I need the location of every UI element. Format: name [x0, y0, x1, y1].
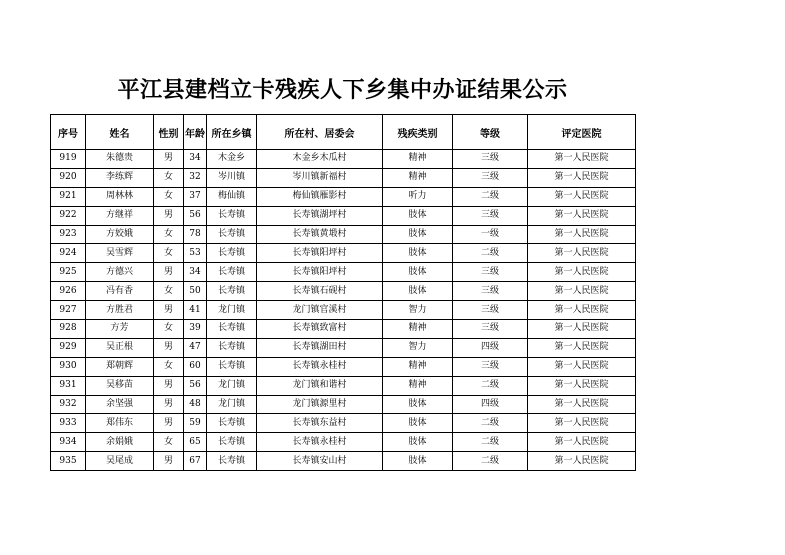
cell-gender: 女: [154, 282, 184, 301]
cell-name: 方胜君: [86, 301, 154, 320]
cell-index: 924: [51, 244, 86, 263]
cell-disability-type: 精神: [383, 357, 453, 376]
cell-age: 78: [184, 225, 207, 244]
cell-age: 65: [184, 433, 207, 452]
cell-township: 长寿镇: [207, 206, 257, 225]
cell-disability-type: 智力: [383, 338, 453, 357]
cell-disability-type: 精神: [383, 150, 453, 169]
cell-name: 余坚强: [86, 395, 154, 414]
table-row: [51, 301, 636, 320]
cell-grade: 三级: [453, 320, 528, 339]
cell-gender: 男: [154, 263, 184, 282]
cell-age: 39: [184, 320, 207, 339]
cell-village: 长寿镇安山村: [257, 452, 383, 471]
table-row: [51, 282, 636, 301]
cell-gender: 女: [154, 433, 184, 452]
cell-village: 木金乡木瓜村: [257, 150, 383, 169]
cell-name: 余娟娥: [86, 433, 154, 452]
cell-village: 梅仙镇雁影村: [257, 187, 383, 206]
cell-village: 长寿镇湖田村: [257, 338, 383, 357]
cell-township: 长寿镇: [207, 452, 257, 471]
table-row: [51, 244, 636, 263]
cell-age: 56: [184, 206, 207, 225]
cell-disability-type: 肢体: [383, 282, 453, 301]
cell-hospital: 第一人民医院: [528, 414, 636, 433]
cell-index: 930: [51, 357, 86, 376]
cell-grade: 二级: [453, 414, 528, 433]
cell-township: 长寿镇: [207, 225, 257, 244]
cell-village: 龙门镇和谐村: [257, 376, 383, 395]
cell-disability-type: 肢体: [383, 206, 453, 225]
cell-township: 龙门镇: [207, 395, 257, 414]
cell-gender: 女: [154, 187, 184, 206]
cell-index: 925: [51, 263, 86, 282]
cell-gender: 女: [154, 168, 184, 187]
cell-hospital: 第一人民医院: [528, 320, 636, 339]
cell-name: 方芳: [86, 320, 154, 339]
cell-township: 长寿镇: [207, 320, 257, 339]
cell-gender: 女: [154, 357, 184, 376]
cell-name: 方德兴: [86, 263, 154, 282]
cell-disability-type: 精神: [383, 320, 453, 339]
cell-hospital: 第一人民医院: [528, 433, 636, 452]
cell-township: 梅仙镇: [207, 187, 257, 206]
cell-name: 吴正根: [86, 338, 154, 357]
col-header-disability-type: 残疾类别: [383, 115, 453, 150]
cell-age: 67: [184, 452, 207, 471]
cell-age: 50: [184, 282, 207, 301]
cell-hospital: 第一人民医院: [528, 452, 636, 471]
cell-disability-type: 智力: [383, 301, 453, 320]
cell-disability-type: 精神: [383, 168, 453, 187]
cell-index: 929: [51, 338, 86, 357]
cell-index: 923: [51, 225, 86, 244]
cell-grade: 四级: [453, 395, 528, 414]
cell-index: 927: [51, 301, 86, 320]
cell-disability-type: 肢体: [383, 225, 453, 244]
cell-village: 长寿镇永桂村: [257, 357, 383, 376]
cell-disability-type: 听力: [383, 187, 453, 206]
cell-index: 920: [51, 168, 86, 187]
cell-age: 47: [184, 338, 207, 357]
cell-grade: 三级: [453, 282, 528, 301]
cell-index: 935: [51, 452, 86, 471]
cell-grade: 三级: [453, 301, 528, 320]
cell-hospital: 第一人民医院: [528, 357, 636, 376]
cell-grade: 三级: [453, 263, 528, 282]
cell-grade: 一级: [453, 225, 528, 244]
cell-name: 冯有香: [86, 282, 154, 301]
cell-grade: 三级: [453, 206, 528, 225]
cell-hospital: 第一人民医院: [528, 225, 636, 244]
cell-grade: 四级: [453, 338, 528, 357]
cell-village: 龙门镇官溪村: [257, 301, 383, 320]
cell-name: 周林林: [86, 187, 154, 206]
table-header: [51, 115, 636, 150]
cell-grade: 二级: [453, 376, 528, 395]
table-row: [51, 206, 636, 225]
cell-township: 岑川镇: [207, 168, 257, 187]
cell-village: 长寿镇黄塅村: [257, 225, 383, 244]
cell-name: 方姣娥: [86, 225, 154, 244]
cell-township: 长寿镇: [207, 414, 257, 433]
cell-village: 长寿镇永桂村: [257, 433, 383, 452]
cell-index: 932: [51, 395, 86, 414]
cell-township: 长寿镇: [207, 282, 257, 301]
table-row: [51, 168, 636, 187]
col-header-age: 年龄: [184, 115, 207, 150]
cell-name: 吴雪辉: [86, 244, 154, 263]
table-row: [51, 433, 636, 452]
cell-gender: 女: [154, 225, 184, 244]
table-row: [51, 395, 636, 414]
cell-hospital: 第一人民医院: [528, 338, 636, 357]
table-row: [51, 452, 636, 471]
cell-hospital: 第一人民医院: [528, 150, 636, 169]
page-title: 平江县建档立卡残疾人下乡集中办证结果公示: [117, 78, 568, 103]
table-row: [51, 376, 636, 395]
cell-gender: 男: [154, 414, 184, 433]
cell-hospital: 第一人民医院: [528, 187, 636, 206]
table-row: [51, 338, 636, 357]
cell-hospital: 第一人民医院: [528, 263, 636, 282]
cell-disability-type: 肢体: [383, 263, 453, 282]
cell-grade: 二级: [453, 187, 528, 206]
cell-township: 龙门镇: [207, 301, 257, 320]
cell-gender: 女: [154, 244, 184, 263]
cell-village: 岑川镇新福村: [257, 168, 383, 187]
cell-disability-type: 肢体: [383, 414, 453, 433]
cell-index: 933: [51, 414, 86, 433]
col-header-index: 序号: [51, 115, 86, 150]
cell-name: 吴尾成: [86, 452, 154, 471]
cell-age: 32: [184, 168, 207, 187]
cell-village: 龙门镇源里村: [257, 395, 383, 414]
cell-age: 53: [184, 244, 207, 263]
cell-disability-type: 肢体: [383, 433, 453, 452]
cell-grade: 二级: [453, 244, 528, 263]
table-row: [51, 414, 636, 433]
cell-gender: 男: [154, 452, 184, 471]
cell-grade: 二级: [453, 433, 528, 452]
cell-index: 934: [51, 433, 86, 452]
cell-age: 59: [184, 414, 207, 433]
table-row: [51, 225, 636, 244]
result-table: [50, 114, 636, 471]
col-header-grade: 等级: [453, 115, 528, 150]
cell-township: 长寿镇: [207, 244, 257, 263]
col-header-gender: 性别: [154, 115, 184, 150]
cell-age: 60: [184, 357, 207, 376]
cell-index: 931: [51, 376, 86, 395]
cell-grade: 二级: [453, 452, 528, 471]
col-header-township: 所在乡镇: [207, 115, 257, 150]
cell-gender: 男: [154, 395, 184, 414]
cell-township: 木金乡: [207, 150, 257, 169]
cell-name: 李练辉: [86, 168, 154, 187]
cell-gender: 女: [154, 320, 184, 339]
cell-age: 37: [184, 187, 207, 206]
cell-grade: 三级: [453, 150, 528, 169]
cell-hospital: 第一人民医院: [528, 206, 636, 225]
cell-index: 919: [51, 150, 86, 169]
cell-name: 郑伟东: [86, 414, 154, 433]
cell-gender: 男: [154, 150, 184, 169]
cell-disability-type: 肢体: [383, 452, 453, 471]
cell-grade: 三级: [453, 168, 528, 187]
cell-index: 922: [51, 206, 86, 225]
cell-village: 长寿镇石砚村: [257, 282, 383, 301]
cell-hospital: 第一人民医院: [528, 395, 636, 414]
cell-disability-type: 肢体: [383, 244, 453, 263]
cell-disability-type: 肢体: [383, 395, 453, 414]
cell-village: 长寿镇东益村: [257, 414, 383, 433]
cell-township: 长寿镇: [207, 357, 257, 376]
col-header-hospital: 评定医院: [528, 115, 636, 150]
cell-village: 长寿镇湖坪村: [257, 206, 383, 225]
cell-age: 56: [184, 376, 207, 395]
table-body: [51, 150, 636, 471]
cell-hospital: 第一人民医院: [528, 282, 636, 301]
table-row: [51, 187, 636, 206]
cell-village: 长寿镇阳坪村: [257, 263, 383, 282]
col-header-name: 姓名: [86, 115, 154, 150]
cell-name: 吴移苗: [86, 376, 154, 395]
cell-township: 龙门镇: [207, 376, 257, 395]
table-row: [51, 357, 636, 376]
cell-hospital: 第一人民医院: [528, 376, 636, 395]
cell-index: 928: [51, 320, 86, 339]
cell-township: 长寿镇: [207, 433, 257, 452]
cell-age: 34: [184, 263, 207, 282]
cell-index: 921: [51, 187, 86, 206]
cell-township: 长寿镇: [207, 338, 257, 357]
cell-gender: 男: [154, 376, 184, 395]
table-row: [51, 263, 636, 282]
cell-township: 长寿镇: [207, 263, 257, 282]
cell-name: 方继祥: [86, 206, 154, 225]
cell-age: 34: [184, 150, 207, 169]
cell-grade: 三级: [453, 357, 528, 376]
cell-age: 41: [184, 301, 207, 320]
cell-name: 郑朝辉: [86, 357, 154, 376]
cell-gender: 男: [154, 301, 184, 320]
table-row: [51, 320, 636, 339]
cell-village: 长寿镇阳坪村: [257, 244, 383, 263]
cell-index: 926: [51, 282, 86, 301]
cell-name: 朱德贵: [86, 150, 154, 169]
cell-hospital: 第一人民医院: [528, 301, 636, 320]
cell-village: 长寿镇致富村: [257, 320, 383, 339]
cell-age: 48: [184, 395, 207, 414]
cell-disability-type: 精神: [383, 376, 453, 395]
col-header-village: 所在村、居委会: [257, 115, 383, 150]
cell-hospital: 第一人民医院: [528, 168, 636, 187]
header-row: [51, 115, 636, 150]
table-row: [51, 150, 636, 169]
cell-gender: 男: [154, 338, 184, 357]
cell-gender: 男: [154, 206, 184, 225]
cell-hospital: 第一人民医院: [528, 244, 636, 263]
